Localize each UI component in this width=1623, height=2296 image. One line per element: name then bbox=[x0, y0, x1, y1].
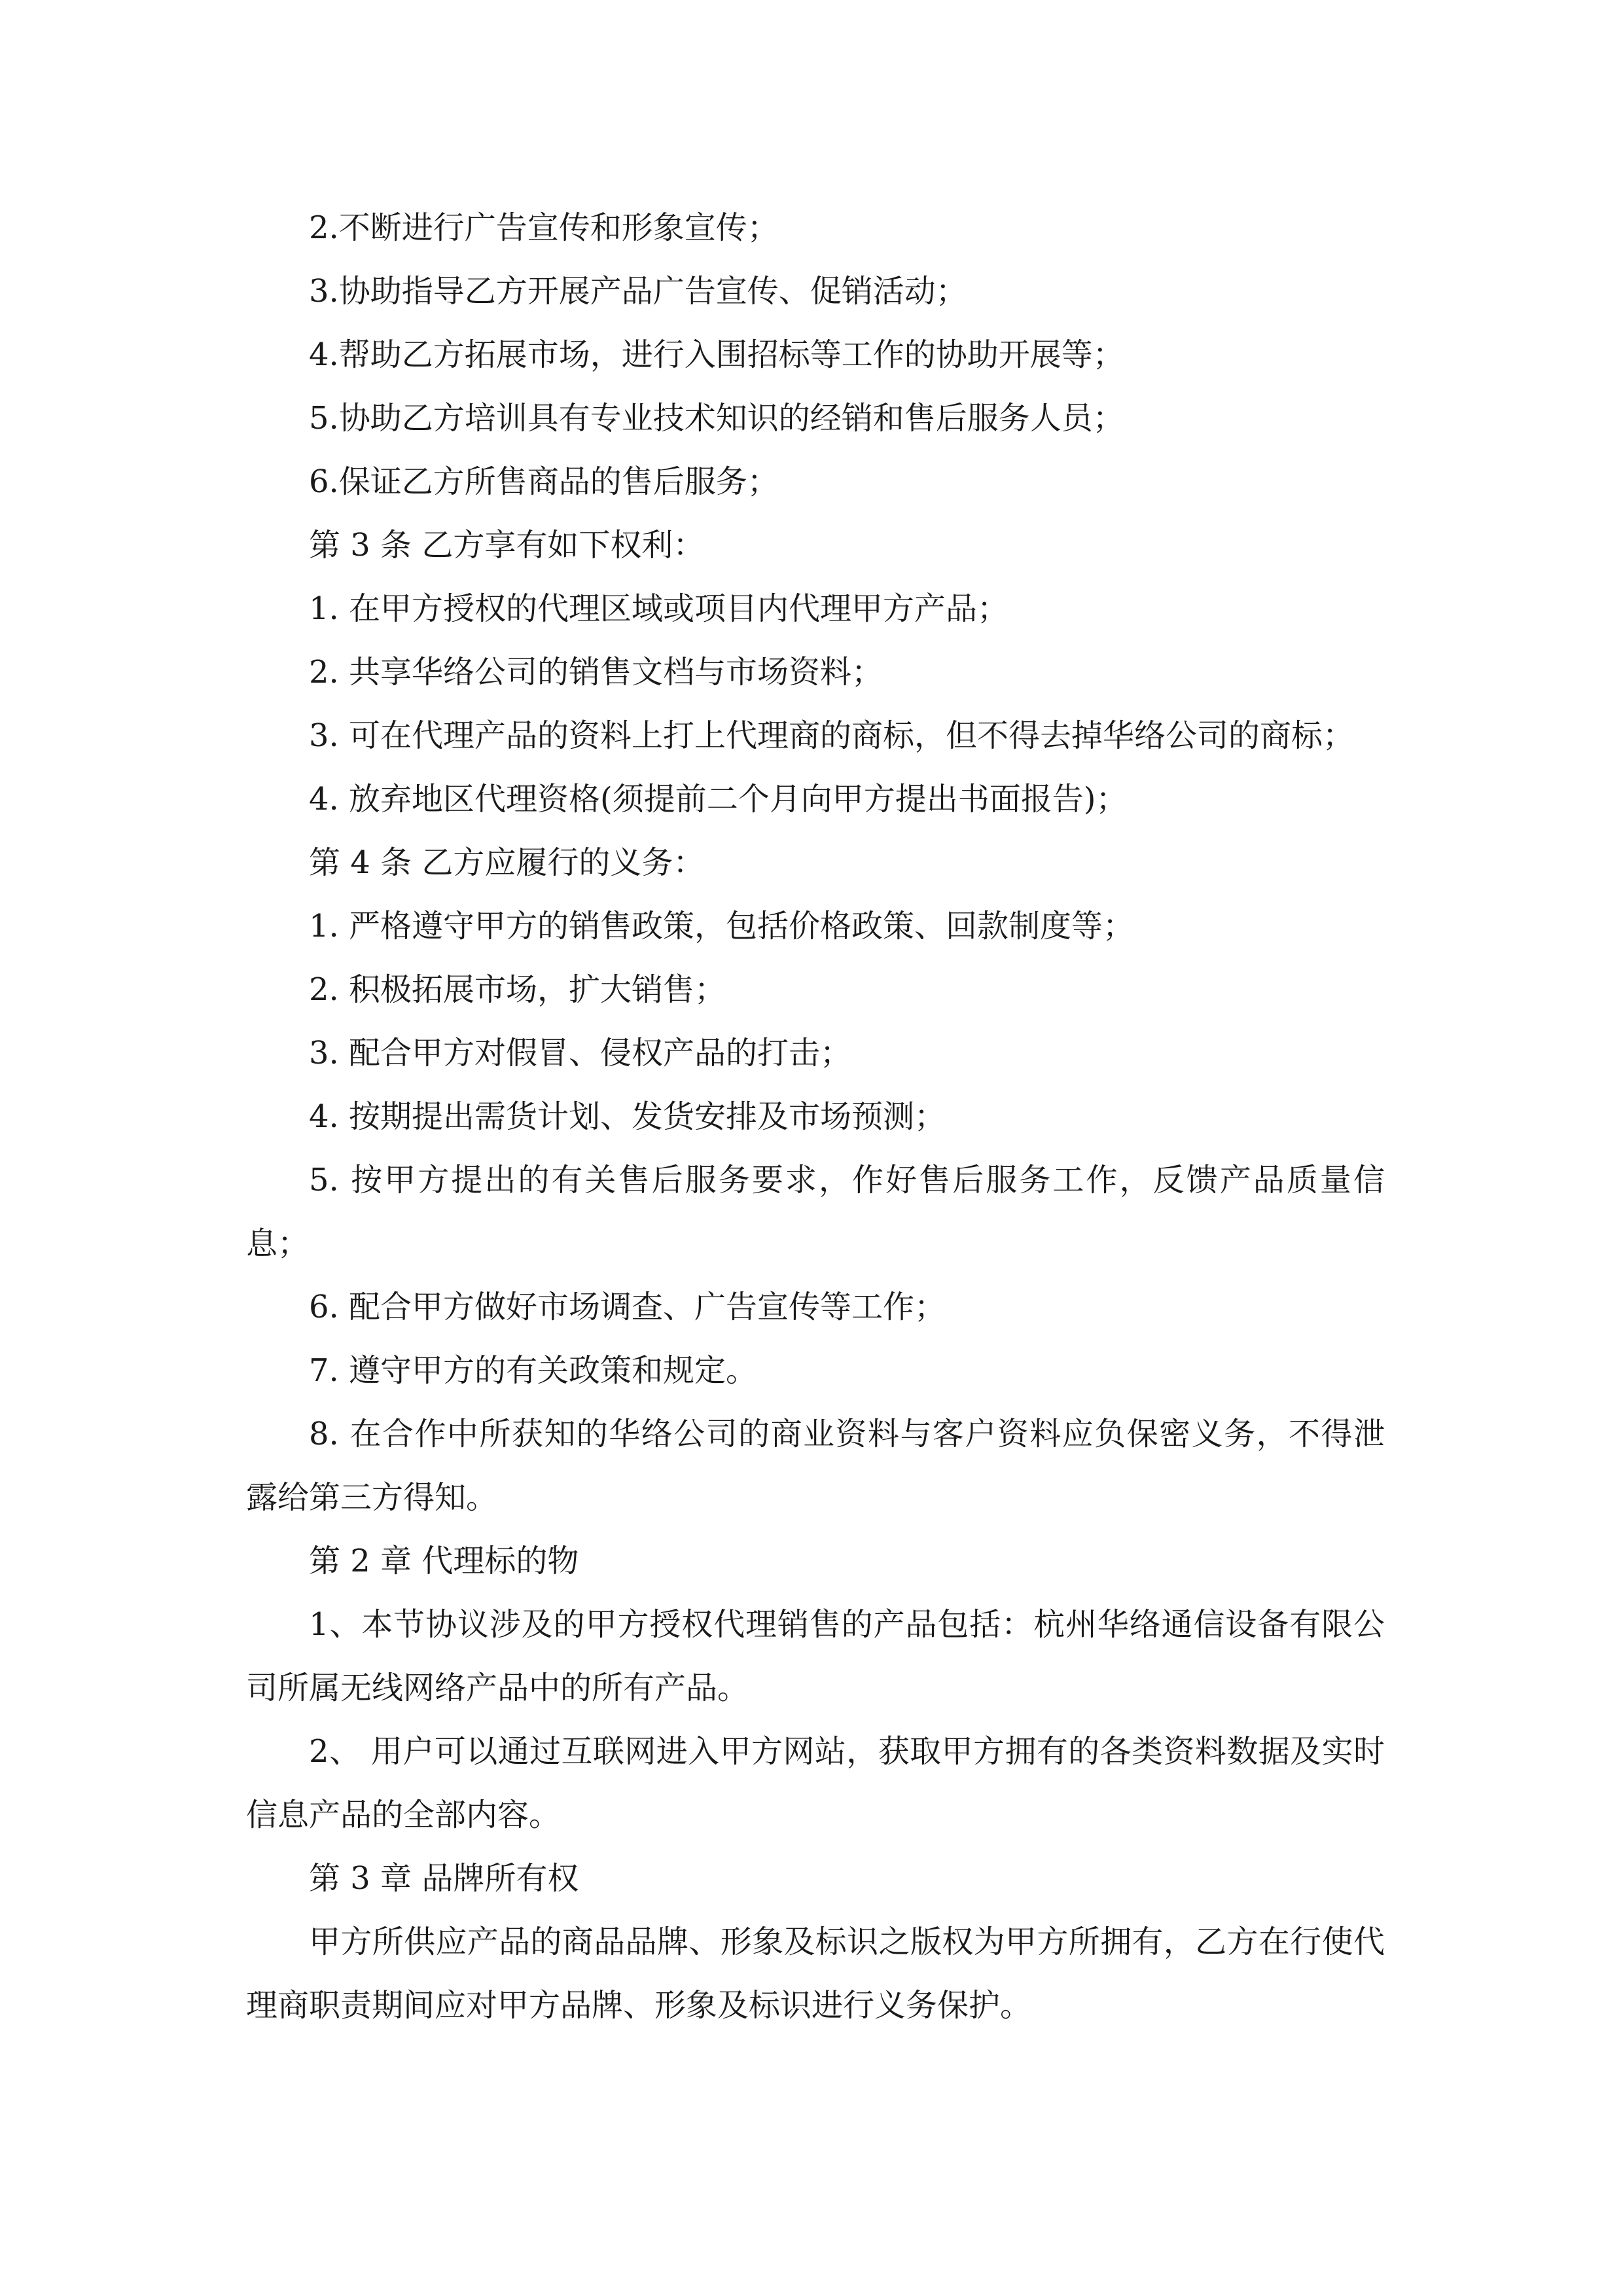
paragraph-item-3: 3.协助指导乙方开展产品广告宣传、促销活动； bbox=[309, 273, 967, 310]
chapter-2-heading: 第 2 章 代理标的物 bbox=[309, 1543, 579, 1579]
right-item-3: 3. 可在代理产品的资料上打上代理商的商标，但不得去掉华络公司的商标； bbox=[309, 717, 1355, 754]
paragraph-item-6: 6.保证乙方所售商品的售后服务； bbox=[309, 463, 779, 500]
obligation-item-5: 5. 按甲方提出的有关售后服务要求，作好售后服务工作，反馈产品质量信息； bbox=[246, 1162, 1385, 1262]
document-body bbox=[246, 196, 1385, 2037]
obligation-item-7: 7. 遵守甲方的有关政策和规定。 bbox=[309, 1352, 758, 1389]
right-item-1: 1. 在甲方授权的代理区域或项目内代理甲方产品； bbox=[309, 590, 1009, 627]
paragraph-item-2: 2.不断进行广告宣传和形象宣传； bbox=[309, 209, 779, 246]
obligation-item-4: 4. 按期提出需货计划、发货安排及市场预测； bbox=[309, 1098, 946, 1135]
chapter-2-item-1: 1、本节协议涉及的甲方授权代理销售的产品包括：杭州华络通信设备有限公司所属无线网络产品中的所有产品。 bbox=[246, 1606, 1385, 1706]
right-item-2: 2. 共享华络公司的销售文档与市场资料； bbox=[309, 654, 883, 691]
paragraph-item-5: 5.协助乙方培训具有专业技术知识的经销和售后服务人员； bbox=[309, 400, 1124, 437]
obligation-item-2: 2. 积极拓展市场，扩大销售； bbox=[309, 971, 726, 1008]
paragraph-item-4: 4.帮助乙方拓展市场，进行入围招标等工作的协助开展等； bbox=[309, 336, 1124, 373]
article-3-heading: 第 3 条 乙方享有如下权利： bbox=[309, 527, 705, 564]
article-4-heading: 第 4 条 乙方应履行的义务： bbox=[309, 844, 705, 881]
chapter-2-item-2: 2、 用户可以通过互联网进入甲方网站，获取甲方拥有的各类资料数据及实时信息产品的全部内容。 bbox=[246, 1733, 1385, 1833]
obligation-item-6: 6. 配合甲方做好市场调查、广告宣传等工作； bbox=[309, 1289, 946, 1325]
obligation-item-8: 8. 在合作中所获知的华络公司的商业资料与客户资料应负保密义务，不得泄露给第三方得知。 bbox=[246, 1416, 1385, 1516]
obligation-item-3: 3. 配合甲方对假冒、侵权产品的打击； bbox=[309, 1035, 852, 1071]
right-item-4: 4. 放弃地区代理资格(须提前二个月向甲方提出书面报告)； bbox=[309, 781, 1128, 817]
chapter-3-body: 甲方所供应产品的商品品牌、形象及标识之版权为甲方所拥有，乙方在行使代理商职责期间应对甲方品牌、形象及标识进行义务保护。 bbox=[246, 1924, 1385, 2024]
chapter-3-heading: 第 3 章 品牌所有权 bbox=[309, 1860, 579, 1897]
obligation-item-1: 1. 严格遵守甲方的销售政策，包括价格政策、回款制度等； bbox=[309, 908, 1135, 944]
